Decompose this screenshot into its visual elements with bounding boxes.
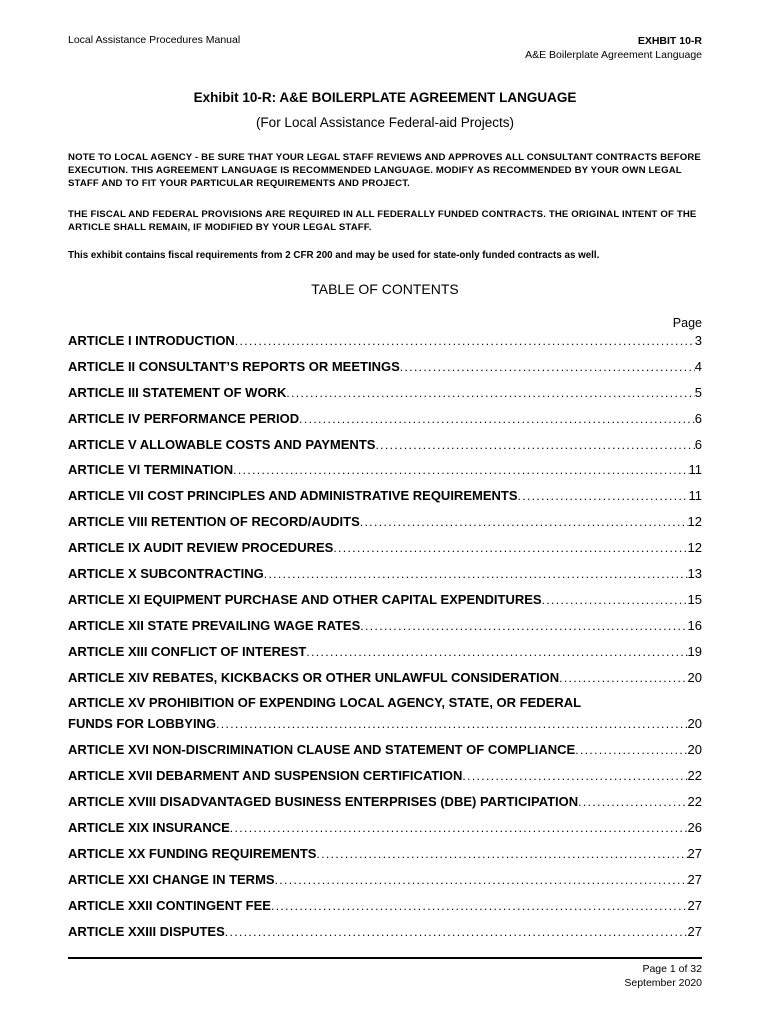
leader-dots (360, 616, 687, 637)
toc-entry-title: ARTICLE XIII CONFLICT OF INTEREST (68, 643, 307, 659)
footer-rule (68, 957, 702, 959)
toc-entry[interactable] (68, 589, 702, 615)
toc-entry-page: 12 (687, 540, 702, 556)
toc-entry-page: 27 (687, 923, 702, 939)
toc-entry-title: ARTICLE V ALLOWABLE COSTS AND PAYMENTS (68, 436, 376, 452)
toc-entry-page: 22 (687, 794, 702, 810)
toc-entry-title: ARTICLE XVII DEBARMENT AND SUSPENSION CERTIFICATION (68, 768, 463, 784)
toc-entry[interactable] (68, 765, 702, 791)
toc-entry[interactable] (68, 382, 702, 408)
leader-dots (275, 870, 688, 891)
toc-entry-title: ARTICLE II CONSULTANT’S REPORTS OR MEETINGS (68, 358, 400, 374)
toc-entry-title: ARTICLE XXI CHANGE IN TERMS (68, 871, 275, 887)
toc-heading: TABLE OF CONTENTS (311, 281, 459, 297)
leader-dots (216, 714, 687, 735)
header-exhibit-subtitle: A&E Boilerplate Agreement Language (525, 49, 702, 61)
toc-page-label: Page (672, 316, 702, 330)
toc-entry-page: 4 (694, 358, 702, 374)
leader-dots (333, 538, 687, 559)
leader-dots (230, 818, 688, 839)
leader-dots (299, 409, 695, 430)
toc-entry[interactable] (68, 537, 702, 563)
toc-entry[interactable] (68, 434, 702, 460)
toc-entry-title: ARTICLE XVI NON-DISCRIMINATION CLAUSE AND STATEMENT OF COMPLIANCE (68, 742, 576, 758)
toc-entry[interactable] (68, 459, 702, 485)
leader-dots (578, 792, 687, 813)
leader-dots (233, 460, 688, 481)
leader-dots (235, 331, 695, 352)
toc-entry[interactable] (68, 563, 702, 589)
toc-entry-title: ARTICLE I INTRODUCTION (68, 333, 235, 348)
toc-entry-title: ARTICLE XXII CONTINGENT FEE (68, 897, 271, 913)
leader-dots (286, 383, 694, 404)
toc-entry-title-line2: FUNDS FOR LOBBYING (68, 716, 217, 732)
toc-entry[interactable] (68, 895, 702, 921)
toc-entry-page: 6 (694, 410, 702, 426)
toc-entry[interactable] (68, 615, 702, 641)
toc-entry-title: ARTICLE III STATEMENT OF WORK (68, 384, 287, 400)
note-legal-review: NOTE TO LOCAL AGENCY - BE SURE THAT YOUR LEGAL STAFF REVIEWS AND APPROVES ALL CONSULTANT CONTRACTS BEFORE EXECUTION. THIS AGREEMENT LANGUAGE IS RECOMMENDED LANGUAGE. MODIFY AS RECOMMENDED BY YOUR OWN LEGAL STAFF AND TO FIT YOUR PARTICULAR REQUIREMENTS AND PROJECT. (68, 152, 701, 189)
toc-entry-page: 27 (687, 846, 702, 862)
leader-dots (575, 740, 687, 761)
toc-entry-page: 6 (694, 436, 702, 452)
toc-entry-title: ARTICLE VII COST PRINCIPLES AND ADMINISTRATIVE REQUIREMENTS (68, 488, 518, 504)
table-of-contents (68, 330, 702, 947)
footer-date: September 2020 (624, 977, 702, 989)
toc-entry-title: ARTICLE XIV REBATES, KICKBACKS OR OTHER UNLAWFUL CONSIDERATION (68, 669, 560, 685)
toc-entry-page: 5 (694, 384, 702, 400)
toc-entry-title: ARTICLE XI EQUIPMENT PURCHASE AND OTHER CAPITAL EXPENDITURES (68, 591, 542, 607)
leader-dots (225, 922, 688, 943)
toc-entry[interactable] (68, 667, 702, 693)
toc-entry-page: 16 (687, 617, 702, 633)
page-title: Exhibit 10-R: A&E BOILERPLATE AGREEMENT LANGUAGE (193, 90, 577, 105)
toc-entry-page: 19 (687, 643, 702, 659)
leader-dots (306, 642, 687, 663)
toc-entry[interactable] (68, 791, 702, 817)
note-cfr: This exhibit contains fiscal requirements from 2 CFR 200 and may be used for state-only funded contracts as well. (68, 250, 600, 261)
toc-entry[interactable] (68, 485, 702, 511)
toc-entry-page: 27 (687, 871, 702, 887)
toc-entry[interactable] (68, 641, 702, 667)
toc-entry-page: 20 (687, 716, 702, 732)
page-subtitle: (For Local Assistance Federal-aid Projects) (255, 115, 515, 130)
leader-dots (542, 590, 688, 611)
toc-entry-title: ARTICLE XX FUNDING REQUIREMENTS (68, 846, 317, 862)
leader-dots (559, 668, 687, 689)
toc-entry-page: 13 (687, 566, 702, 582)
toc-entry-page: 15 (687, 591, 702, 607)
toc-entry-title: ARTICLE VIII RETENTION OF RECORD/AUDITS (68, 514, 360, 530)
toc-entry-title: ARTICLE XVIII DISADVANTAGED BUSINESS ENTERPRISES (DBE) PARTICIPATION (68, 794, 579, 810)
toc-entry-page: 27 (687, 897, 702, 913)
leader-dots (271, 896, 688, 917)
toc-entry[interactable] (68, 511, 702, 537)
toc-entry[interactable] (68, 843, 702, 869)
leader-dots (462, 766, 687, 787)
toc-entry-page: 3 (694, 333, 702, 348)
toc-entry[interactable] (68, 921, 702, 947)
leader-dots (360, 512, 688, 533)
toc-entry-page: 20 (687, 742, 702, 758)
toc-entry-title: ARTICLE XXIII DISPUTES (68, 923, 225, 939)
toc-entry[interactable] (68, 408, 702, 434)
header-exhibit-block (525, 34, 702, 62)
toc-entry[interactable] (68, 692, 702, 739)
note-fiscal-provisions: THE FISCAL AND FEDERAL PROVISIONS ARE REQUIRED IN ALL FEDERALLY FUNDED CONTRACTS. THE ORIGINAL INTENT OF THE ARTICLE SHALL REMAIN, IF MODIFIED BY YOUR LEGAL STAFF. (68, 209, 697, 233)
toc-entry-title: ARTICLE XII STATE PREVAILING WAGE RATES (68, 617, 361, 633)
toc-entry[interactable] (68, 739, 702, 765)
footer-block (624, 962, 702, 990)
toc-entry-page: 22 (687, 768, 702, 784)
toc-entry-page: 11 (688, 488, 702, 504)
leader-dots (375, 435, 694, 456)
toc-entry-page: 26 (687, 820, 702, 836)
toc-entry[interactable] (68, 869, 702, 895)
toc-entry-page: 20 (687, 669, 702, 685)
toc-entry-title: ARTICLE X SUBCONTRACTING (68, 566, 264, 582)
toc-entry[interactable] (68, 330, 702, 356)
header-exhibit-number: EXHBIT 10-R (637, 35, 702, 47)
toc-entry-title: ARTICLE IV PERFORMANCE PERIOD (68, 410, 300, 426)
toc-entry-page: 12 (687, 514, 702, 530)
leader-dots (517, 486, 688, 507)
toc-entry-page: 11 (688, 462, 702, 478)
leader-dots (316, 844, 687, 865)
toc-entry-title: ARTICLE VI TERMINATION (68, 462, 234, 478)
toc-entry-title: ARTICLE IX AUDIT REVIEW PROCEDURES (68, 540, 334, 556)
toc-entry-title-line1: ARTICLE XV PROHIBITION OF EXPENDING LOCAL AGENCY, STATE, OR FEDERAL (68, 695, 582, 711)
toc-entry-title: ARTICLE XIX INSURANCE (68, 820, 230, 836)
toc-entry-line2 (68, 713, 702, 739)
toc-entry[interactable] (68, 356, 702, 382)
header-manual-name: Local Assistance Procedures Manual (68, 34, 241, 46)
toc-entry[interactable] (68, 817, 702, 843)
leader-dots (264, 564, 688, 585)
footer-page-number: Page 1 of 32 (642, 963, 702, 975)
leader-dots (400, 357, 695, 378)
